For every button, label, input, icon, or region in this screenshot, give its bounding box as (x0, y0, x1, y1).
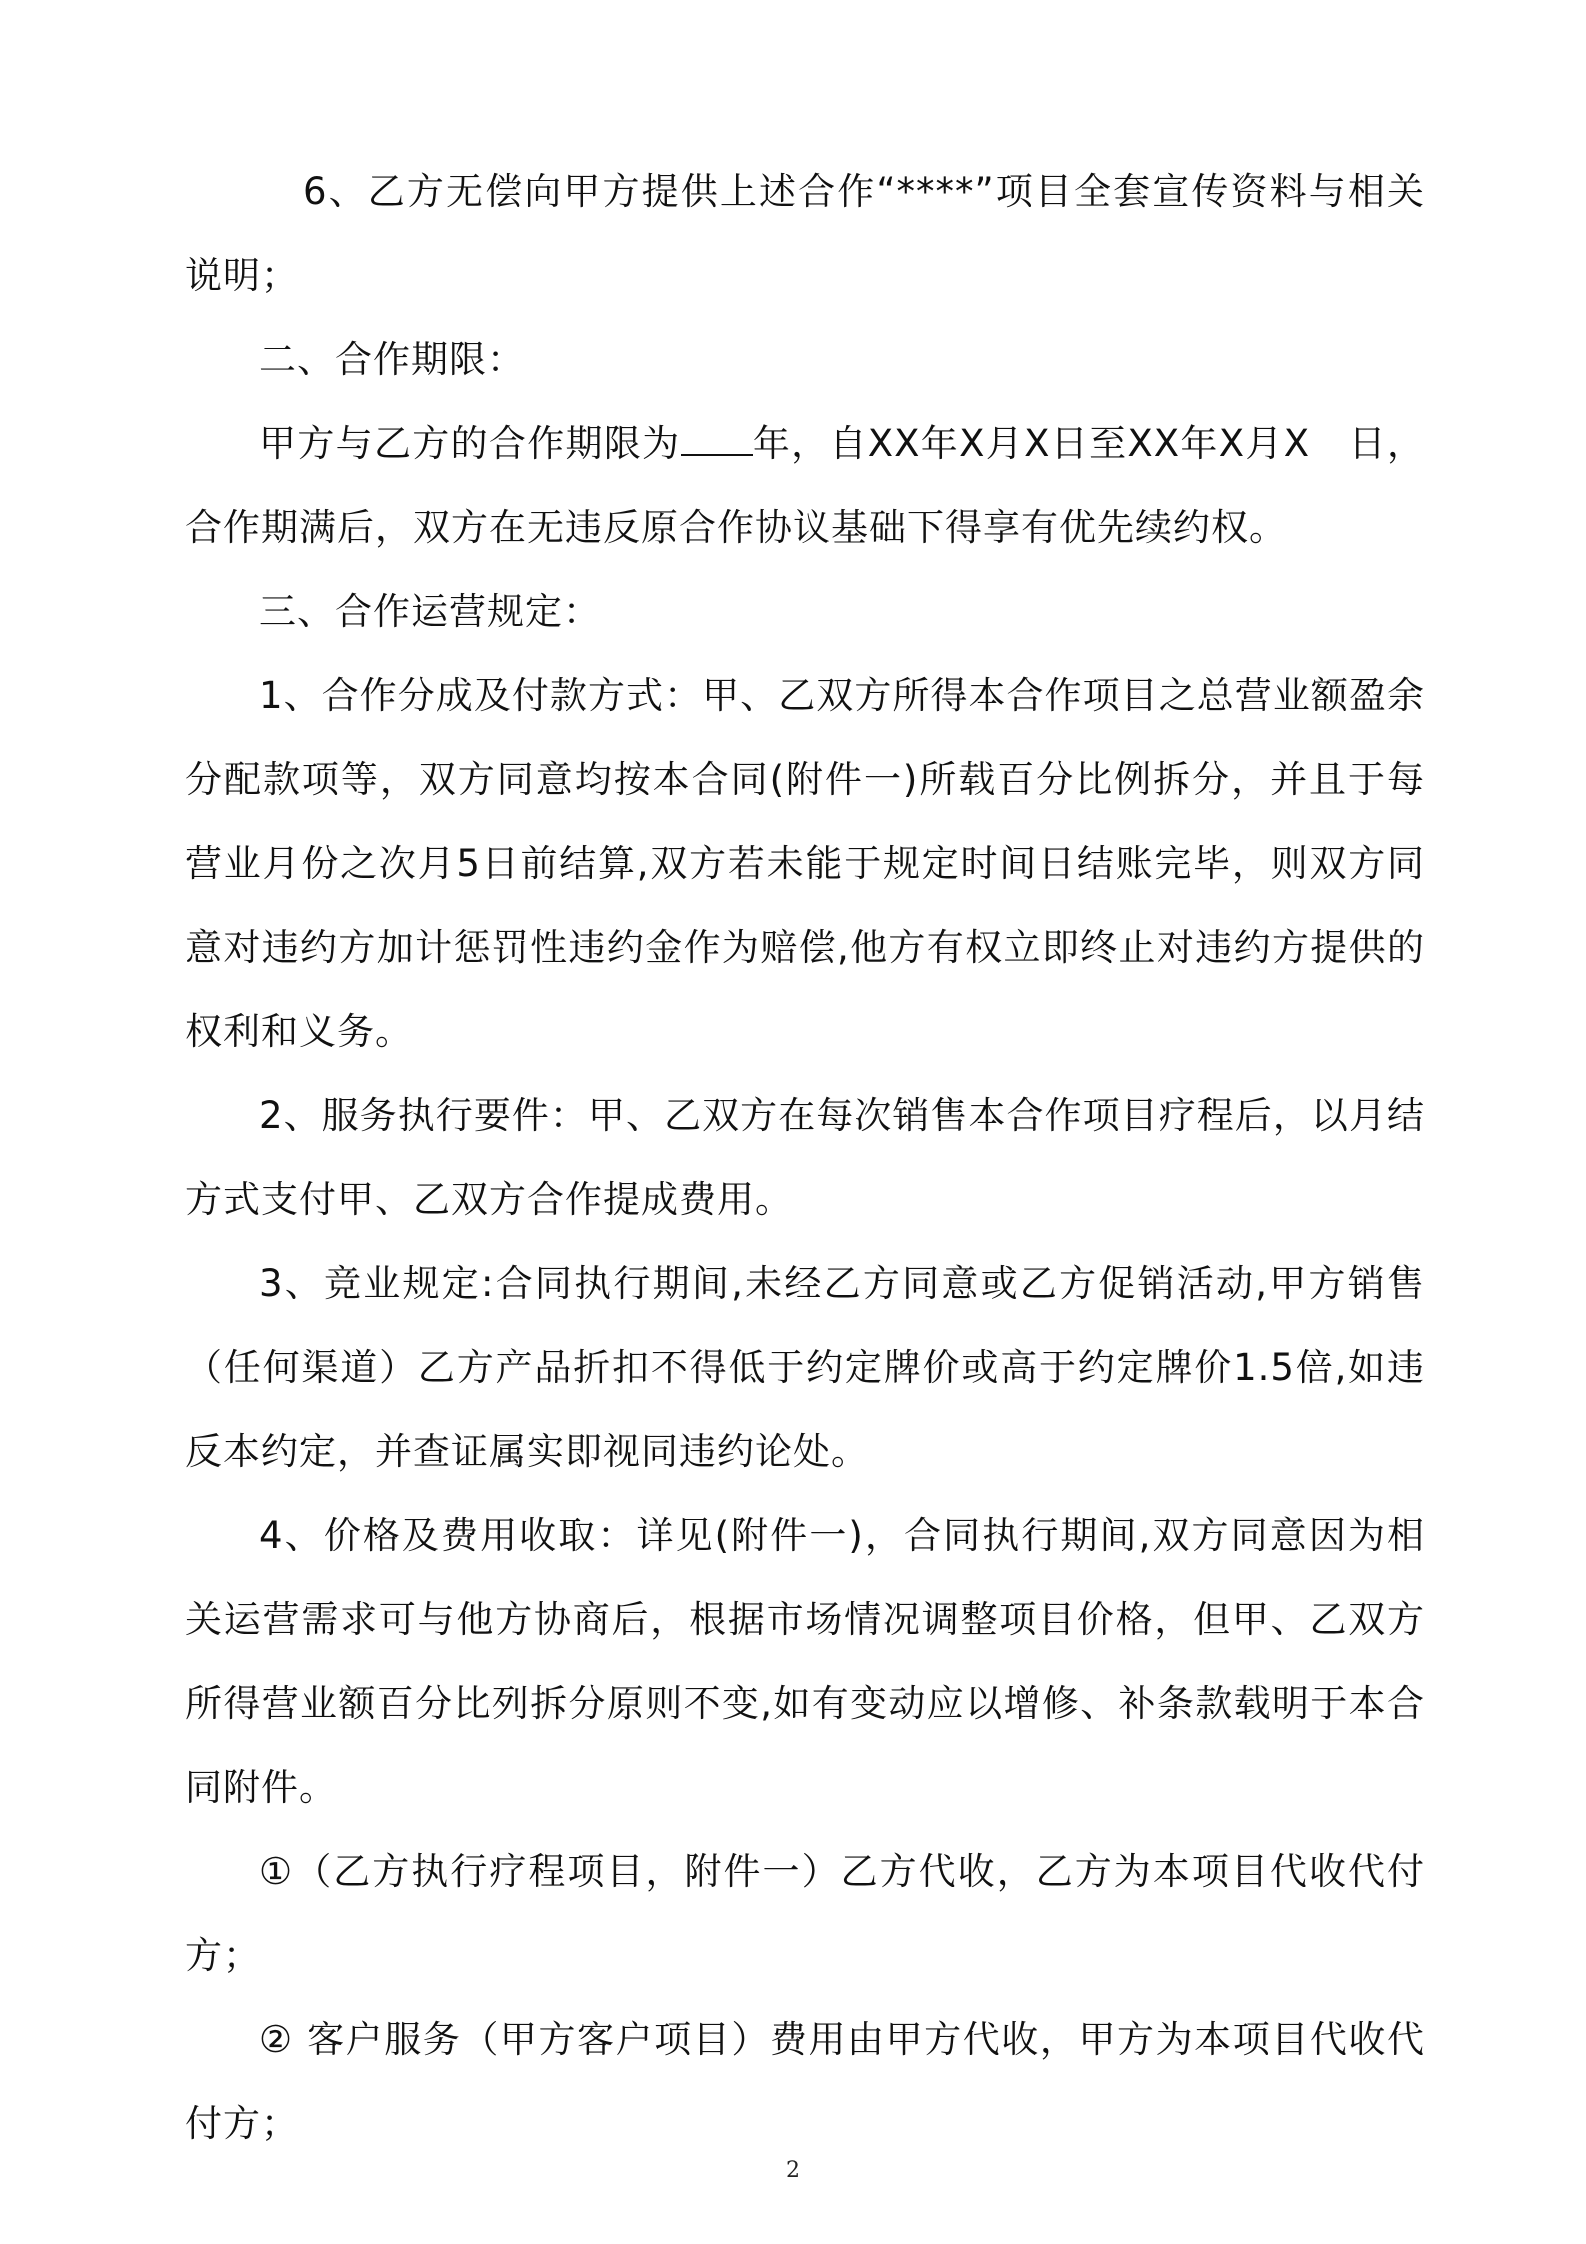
page-number: 2 (786, 2158, 800, 2183)
clause-6-promotional-materials: 6、乙方无偿向甲方提供上述合作“****”项目全套宣传资料与相关说明； (185, 170, 1425, 297)
section-heading-cooperation-term: 二、合作期限： (259, 338, 525, 381)
clause-4-pricing-fees: 4、价格及费用收取：详见(附件一)，合同执行期间,双方同意因为相关运营需求可与他方协商后，根据市场情况调整项目价格，但甲、乙双方所得营业额百分比列拆分原则不变,如有变动应以增修、补条款载明于本合同附件。 (185, 1514, 1425, 1809)
term-text-before-blank: 甲方与乙方的合作期限为 (259, 422, 681, 465)
sub-item-2-party-a-collection: ② 客户服务（甲方客户项目）费用由甲方代收，甲方为本项目代收代付方； (185, 2018, 1425, 2145)
term-text-after-blank: 年，自XX年X月X日至XX年X月X 日，合作期满后，双方在无违反原合作协议基础下得享有优先续约权。 (185, 422, 1425, 549)
document-body (185, 150, 1425, 2166)
term-years-blank (681, 424, 753, 456)
clause-2-service-execution: 2、服务执行要件：甲、乙双方在每次销售本合作项目疗程后，以月结方式支付甲、乙双方合作提成费用。 (185, 1094, 1425, 1221)
clause-1-revenue-sharing: 1、合作分成及付款方式：甲、乙双方所得本合作项目之总营业额盈余分配款项等，双方同意均按本合同(附件一)所载百分比例拆分，并且于每营业月份之次月5日前结算,双方若未能于规定时间日结账完毕，则双方同意对违约方加计惩罚性违约金作为赔偿,他方有权立即终止对违约方提供的权利和义务。 (185, 674, 1425, 1053)
clause-3-non-compete: 3、竞业规定:合同执行期间,未经乙方同意或乙方促销活动,甲方销售（任何渠道）乙方产品折扣不得低于约定牌价或高于约定牌价1.5倍,如违反本约定，并查证属实即视同违约论处。 (185, 1262, 1425, 1473)
section-heading-operation-rules: 三、合作运营规定： (259, 590, 601, 633)
sub-item-1-party-b-collection: ①（乙方执行疗程项目，附件一）乙方代收，乙方为本项目代收代付方； (185, 1850, 1425, 1977)
cooperation-term-paragraph (185, 402, 1425, 570)
